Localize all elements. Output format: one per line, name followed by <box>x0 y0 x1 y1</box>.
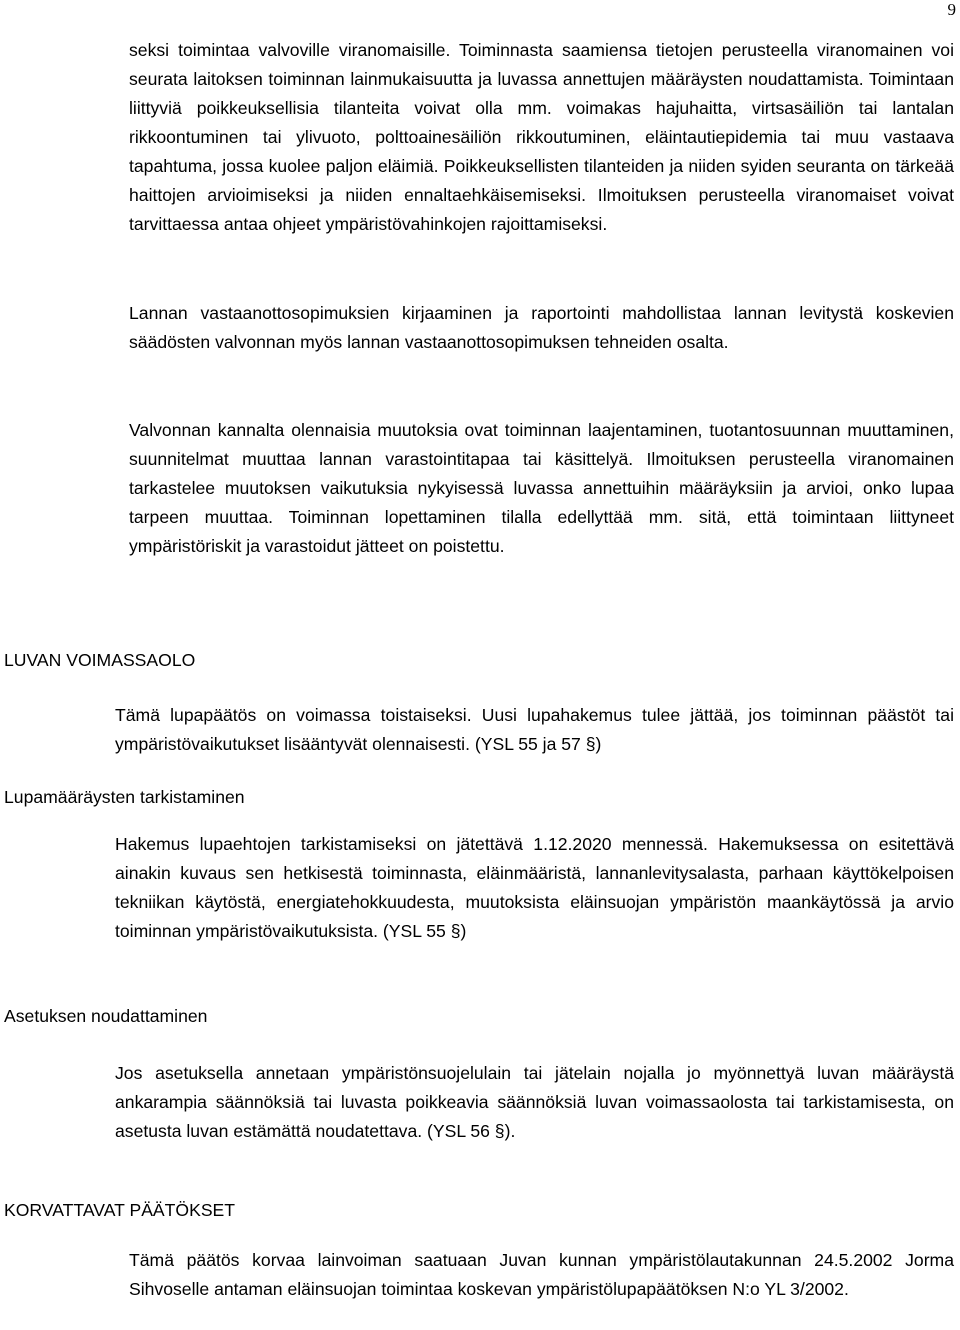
paragraph-significant-changes: Valvonnan kannalta olennaisia muutoksia ovat toiminnan laajentaminen, tuotantosuunnan muuttaminen, suunnitelmat muuttaa lannan varastointitapaa tai käsittelyä. Ilmoituksen perusteella viranomainen tarkastelee muutoksen vaikutuksia nykyisessä luvassa annettuihin määräyksiin ja arvioi, onko lupaa tarpeen muuttaa. Toiminnan lopettaminen tilalla edellyttää mm. sitä, että toimintaan liittyneet ympäristöriskit ja varastoidut jätteet on poistettu. <box>129 420 954 556</box>
paragraph-manure-agreements: Lannan vastaanottosopimuksien kirjaaminen ja raportointi mahdollistaa lannan levitystä koskevien säädösten valvonnan myös lannan vastaanottosopimuksen tehneiden osalta. <box>129 303 954 352</box>
heading-asetuksen-noudattaminen: Asetuksen noudattaminen <box>4 1006 208 1026</box>
heading-lupamaaraysten-tarkistaminen: Lupamääräysten tarkistaminen <box>4 787 245 807</box>
paragraph-replaced-decisions: Tämä päätös korvaa lainvoiman saatuaan Juvan kunnan ympäristölautakunnan 24.5.2002 Jorma Sihvoselle antaman eläinsuojan toimintaa koskevan ympäristölupapäätöksen N:o YL 3/2002. <box>129 1250 954 1299</box>
paragraph-permit-validity: Tämä lupapäätös on voimassa toistaiseksi. Uusi lupahakemus tulee jättää, jos toiminnan päästöt tai ympäristövaikutukset lisääntyvät olennaisesti. (YSL 55 ja 57 §) <box>115 705 954 754</box>
paragraph-regulation-compliance: Jos asetuksella annetaan ympäristönsuojelulain tai jätelain nojalla jo myönnettyä luvan määräystä ankarampia säännöksiä tai luvasta poikkeavia säännöksiä luvan voimassaolosta tai tarkistamisesta, on asetusta luvan estämättä noudatettava. (YSL 56 §). <box>115 1063 954 1141</box>
heading-korvattavat-paatokset: KORVATTAVAT PÄÄTÖKSET <box>4 1200 236 1220</box>
paragraph-permit-review: Hakemus lupaehtojen tarkistamiseksi on jätettävä 1.12.2020 mennessä. Hakemuksessa on esitettävä ainakin kuvaus sen hetkisestä toiminnasta, eläinmääristä, lannanlevitysalasta, parhaan käyttökelpoisen tekniikan käytöstä, energiatehokkuudesta, muutoksista eläinsuojan ympäristön maankäytössä ja arvio toiminnan ympäristövaikutuksista. (YSL 55 §) <box>115 834 954 941</box>
heading-luvan-voimassaolo: LUVAN VOIMASSAOLO <box>4 650 196 670</box>
page-number: 9 <box>947 0 956 19</box>
paragraph-monitoring-reports: seksi toimintaa valvoville viranomaisille. Toiminnasta saamiensa tietojen perusteella viranomainen voi seurata laitoksen toiminnan lainmukaisuutta ja luvassa annettujen määräysten noudattamista. Toimintaan liittyviä poikkeuksellisia tilanteita voivat olla mm. voimakas hajuhaitta, virtsasäiliön tai lantalan rikkoontuminen tai ylivuoto, polttoainesäiliön rikkoutuminen, eläintautiepidemia tai muu vastaava tapahtuma, jossa kuolee paljon eläimiä. Poikkeuksellisten tilanteiden ja niiden syiden seuranta on tärkeää haittojen arvioimiseksi ja niiden ennaltaehkäisemiseksi. Ilmoituksen perusteella viranomaiset voivat tarvittaessa antaa ohjeet ympäristövahinkojen rajoittamiseksi. <box>129 40 954 234</box>
